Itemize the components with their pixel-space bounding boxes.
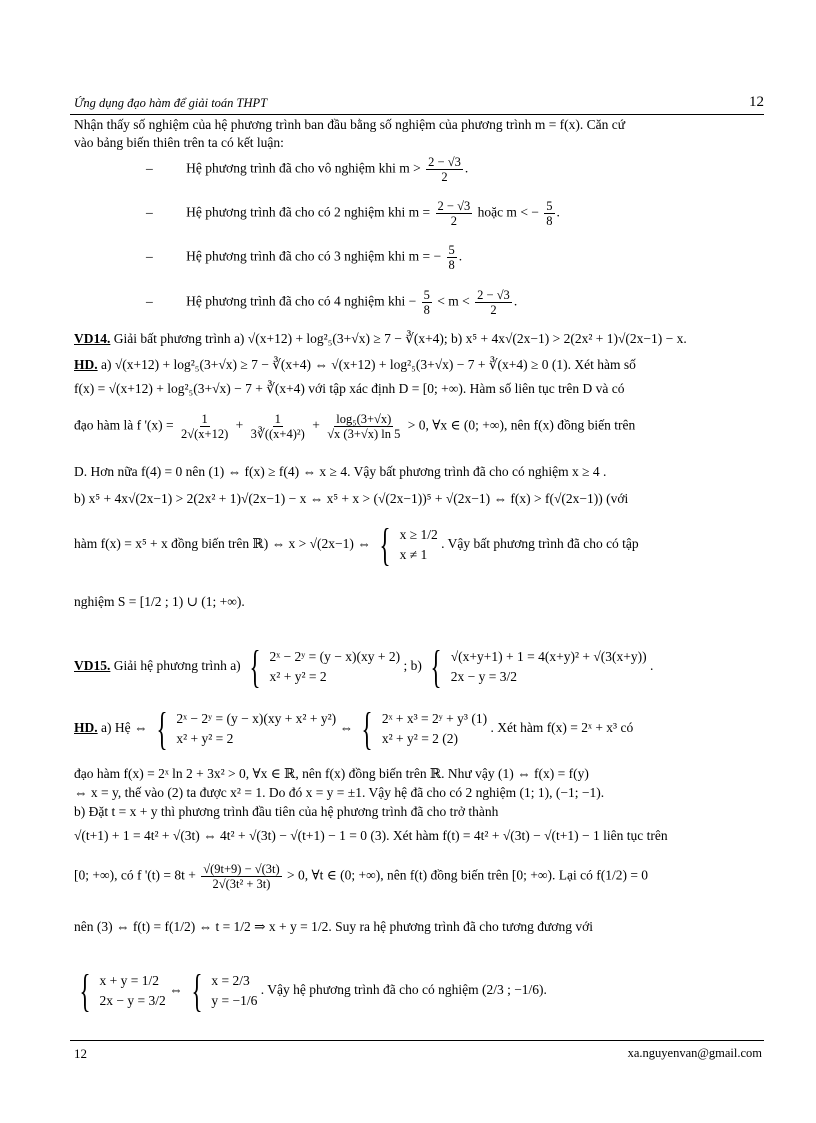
header-divider (70, 114, 764, 115)
final-system-line: { x + y = 1/2 2x − y = 3/2 ⇔ { x = 2/3 y = −1/6 . Vậy hệ phương trình đã cho có nghiệm (2/3 ; −1/6). (79, 965, 547, 1016)
header-title: Ứng dụng đạo hàm để giải toán THPT (74, 96, 268, 110)
example-text: Giải bất phương trình a) √(x+12) + log²₅(3+√x) ≥ 7 − ∛(x+4); b) x⁵ + 4x√(2x−1) > 2(2x² + 1)√(2x−1) − x. (110, 331, 687, 346)
footer-email: xa.nguyenvan@gmail.com (627, 1046, 762, 1060)
solution-line: nên (3) ⇔ f(t) = f(1/2) ⇔ t = 1/2 ⇒ x + y = 1/2. Suy ra hệ phương trình đã cho tương đương với (74, 919, 593, 934)
fraction: $\frac{5}{8}$ (423, 288, 430, 317)
equation-system: 2ˣ − 2ʸ = (y − x)(xy + x² + y²) x² + y² = 2 (176, 711, 337, 746)
dash-glyph: – (146, 204, 153, 220)
derivative-line: đạo hàm là f '(x) = $\frac{1}{2√(x+12)}$ + $\frac{1}{\text{3∛((x+4)²)}}$ + $\frac{\text{log₅(3+√x)}}{√x (3+√x) \ln 5}$ > 0, ∀x ∈ (0; +∞), nên f(x) đồng biến trên (74, 412, 636, 441)
equation-system: x ≥ 1/2 x ≠ 1 (399, 527, 438, 562)
equation-system: x = 2/3 y = −1/6 (211, 973, 258, 1008)
conclusion-item: – Hệ phương trình đã cho có 2 nghiệm khi m = $\frac{2 - √3}{2}$ hoặc m < − $\frac{5}{8}$ . (146, 199, 560, 228)
solution-line: HD. a) Hệ ⇔ { 2ˣ − 2ʸ = (y − x)(xy + x² + y²) x² + y² = 2 ⇔ { 2ˣ + x³ = 2ʸ + y³ (1) x² + y² = 2 (2) . Xét hàm f(x) = 2ˣ + x³ có (74, 703, 634, 754)
dash-glyph: – (146, 160, 153, 176)
fraction: $\frac{1}{\text{3∛((x+4)²)}}$ (250, 412, 305, 441)
equation-system: √(x+y+1) + 1 = 4(x+y)² + √(3(x+y)) 2x − y = 3/2 (450, 649, 647, 684)
intro-line-1: Nhận thấy số nghiệm của hệ phương trình ban đầu bằng số nghiệm của phương trình m = f(x). Căn cứ (74, 117, 626, 132)
conclusion-item: – Hệ phương trình đã cho có 4 nghiệm khi − $\frac{5}{8}$ < m < $\frac{2 - √3}{2}$ . (146, 288, 518, 317)
solution-line: hàm f(x) = x⁵ + x đồng biến trên ℝ) ⇔ x > √(2x−1) ⇔ { x ≥ 1/2 x ≠ 1 . Vậy bất phương trình đã cho có tập (74, 519, 639, 570)
solution-line: [0; +∞), có f '(t) = 8t + $\frac{√(9t+9) - √(3t)}{\text{2√(3t² + 3t)}}$ > 0, ∀t ∈ (0; +∞), nên f(t) đồng biến trên [0; +∞). Lại có f(1/2) = 0 (74, 862, 649, 891)
conclusion-item: – Hệ phương trình đã cho có 3 nghiệm khi m = − $\frac{5}{8}$ . (146, 243, 463, 272)
fraction: $\frac{1}{2√(x+12)}$ (181, 412, 229, 441)
example-vd15: VD15. Giải hệ phương trình a) { 2ˣ − 2ʸ = (y − x)(xy + 2) x² + y² = 2 ; b) { √(x+y+1) + 1 = 4(x+y)² + √(3(x+y)) 2x − y = 3/2 . (74, 641, 654, 692)
equation-system: 2ˣ − 2ʸ = (y − x)(xy + 2) x² + y² = 2 (269, 649, 401, 684)
solution-line: b) x⁵ + 4x√(2x−1) > 2(2x² + 1)√(2x−1) − x ⇔ x⁵ + x > (√(2x−1))⁵ + √(2x−1) ⇔ f(x) > f(√(2x−1)) (với (74, 491, 629, 506)
fraction: $\frac{5}{8}$ (546, 199, 553, 228)
hint-label: HD. (74, 720, 98, 736)
conclusion-item: – Hệ phương trình đã cho vô nghiệm khi m > $\frac{2 - √3}{2}$ . (146, 155, 469, 184)
example-label: VD14. (74, 331, 111, 346)
solution-line: √(t+1) + 1 = 4t² + √(3t) ⇔ 4t² + √(3t) − √(t+1) − 1 = 0 (3). Xét hàm f(t) = 4t² + √(3t) − √(t+1) − 1 liên tục trên (74, 828, 668, 843)
solution-line: đạo hàm f(x) = 2ˣ ln 2 + 3x² > 0, ∀x ∈ ℝ, nên f(x) đồng biến trên ℝ. Như vậy (1) ⇔ f(x) = f(y) (74, 766, 589, 781)
header-page-number: 12 (749, 94, 764, 110)
fraction: $\frac{2 - √3}{2}$ (437, 199, 471, 228)
equation-system: 2ˣ + x³ = 2ʸ + y³ (1) x² + y² = 2 (2) (381, 711, 488, 746)
solution-line: ⇔ x = y, thế vào (2) ta được x² = 1. Do đó x = y = ±1. Vậy hệ đã cho có 2 nghiệm (1; 1), (−1; −1). (74, 785, 605, 800)
conclusion-text: Hệ phương trình đã cho vô nghiệm khi m > (186, 160, 421, 176)
solution-line: HD. a) √(x+12) + log²₅(3+√x) ≥ 7 − ∛(x+4) ⇔ √(x+12) + log²₅(3+√x) − 7 + ∛(x+4) ≥ 0 (1). Xét hàm số (74, 357, 636, 372)
conclusion-text: Hệ phương trình đã cho có 3 nghiệm khi m = − (186, 248, 442, 264)
hint-label: HD. (74, 357, 98, 372)
footer-page-number: 12 (74, 1046, 87, 1061)
fraction: $\frac{\text{log₅(3+√x)}}{√x (3+√x) \ln 5}$ (327, 412, 401, 441)
intro-line-2: vào bảng biến thiên trên ta có kết luận: (74, 135, 284, 150)
fraction: $\frac{5}{8}$ (448, 243, 455, 272)
dash-glyph: – (146, 248, 153, 264)
example-vd14 (74, 330, 764, 348)
conclusion-text: Hệ phương trình đã cho có 2 nghiệm khi m = (186, 204, 431, 220)
fraction: $\frac{√(9t+9) - √(3t)}{\text{2√(3t² + 3t)}}$ (203, 862, 280, 891)
equation-system: x + y = 1/2 2x − y = 3/2 (99, 973, 166, 1008)
example-label: VD15. (74, 658, 111, 674)
solution-line: D. Hơn nữa f(4) = 0 nên (1) ⇔ f(x) ≥ f(4) ⇔ x ≥ 4. Vậy bất phương trình đã cho có nghiệm x ≥ 4 . (74, 464, 607, 479)
dash-glyph: – (146, 293, 153, 309)
conclusion-text: Hệ phương trình đã cho có 4 nghiệm khi − (186, 293, 417, 309)
solution-line: f(x) = √(x+12) + log²₅(3+√x) − 7 + ∛(x+4) với tập xác định D = [0; +∞). Hàm số liên tục trên D và có (74, 381, 625, 396)
solution-line: b) Đặt t = x + y thì phương trình đầu tiên của hệ phương trình đã cho trở thành (74, 804, 499, 819)
fraction: $\frac{2 - √3}{2}$ (477, 288, 510, 317)
fraction: $\frac{2 - √3}{2}$ (428, 155, 461, 184)
footer-divider (70, 1040, 764, 1041)
solution-line: nghiệm S = [1/2 ; 1) ∪ (1; +∞). (74, 594, 245, 609)
